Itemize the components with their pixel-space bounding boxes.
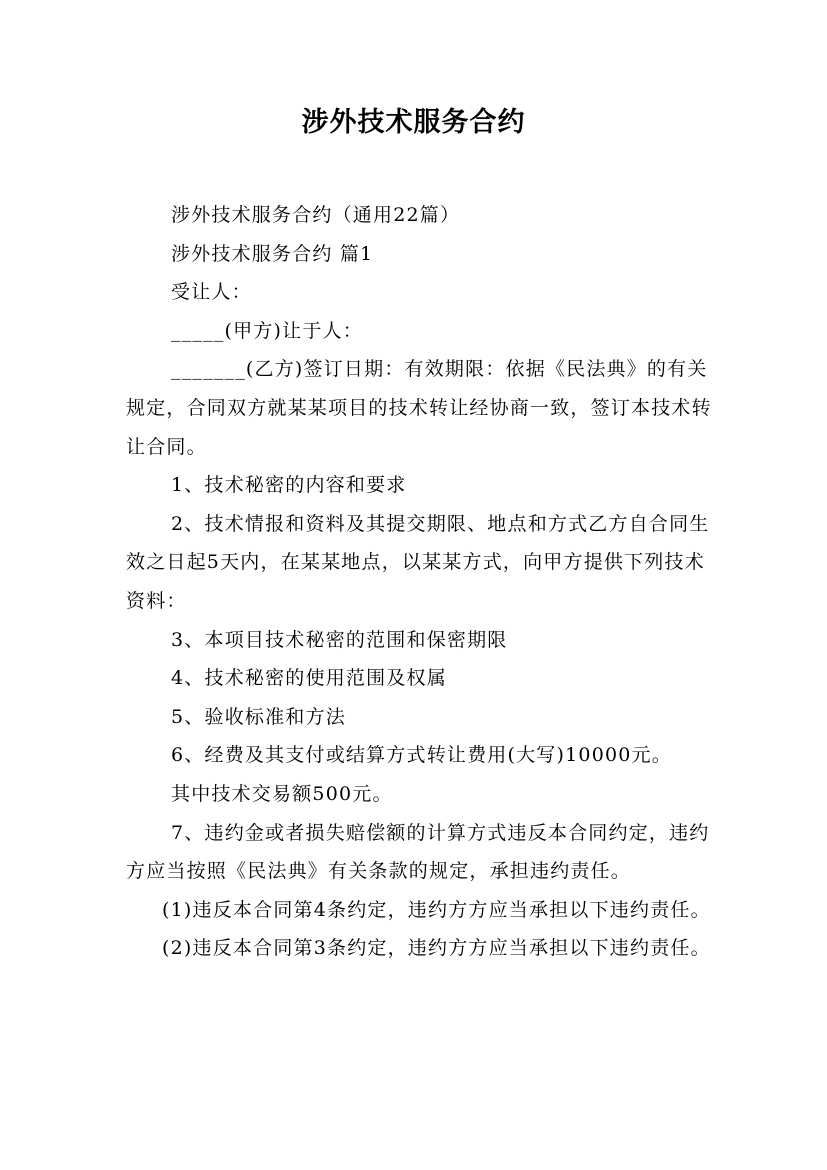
paragraph: _____(甲方)让于人： [171, 319, 363, 342]
paragraph: 3、本项目技术秘密的范围和保密期限 [171, 628, 508, 651]
paragraph: 涉外技术服务合约 篇1 [171, 242, 374, 265]
paragraph: 涉外技术服务合约（通用22篇） [171, 204, 461, 226]
paragraph: (1)违反本合同第4条约定，违约方方应当承担以下违约责任。 [162, 898, 711, 921]
paragraph: 其中技术交易额500元。 [171, 782, 393, 805]
paragraph: 4、技术秘密的使用范围及权属 [171, 667, 447, 690]
document-title: 涉外技术服务合约 [301, 107, 526, 138]
paragraph: 7、违约金或者损失赔偿额的计算方式违反本合同约定，违约方应当按照《民法典》有关条款的规定，承担违约责任。 [126, 821, 710, 883]
paragraph: (2)违反本合同第3条约定，违约方方应当承担以下违约责任。 [162, 937, 711, 960]
paragraph: 6、经费及其支付或结算方式转让费用(大写)10000元。 [171, 744, 672, 767]
paragraph: 2、技术情报和资料及其提交期限、地点和方式乙方自合同生效之日起5天内，在某某地点，以某某方式，向甲方提供下列技术资料： [126, 512, 710, 612]
document-body [126, 196, 718, 968]
paragraph: 受让人： [171, 281, 252, 304]
paragraph: 1、技术秘密的内容和要求 [171, 474, 407, 497]
paragraph: _______(乙方)签订日期：有效期限：依据《民法典》的有关规定，合同双方就某某项目的技术转让经协商一致，签订本技术转让合同。 [126, 358, 712, 458]
paragraph: 5、验收标准和方法 [171, 705, 346, 728]
